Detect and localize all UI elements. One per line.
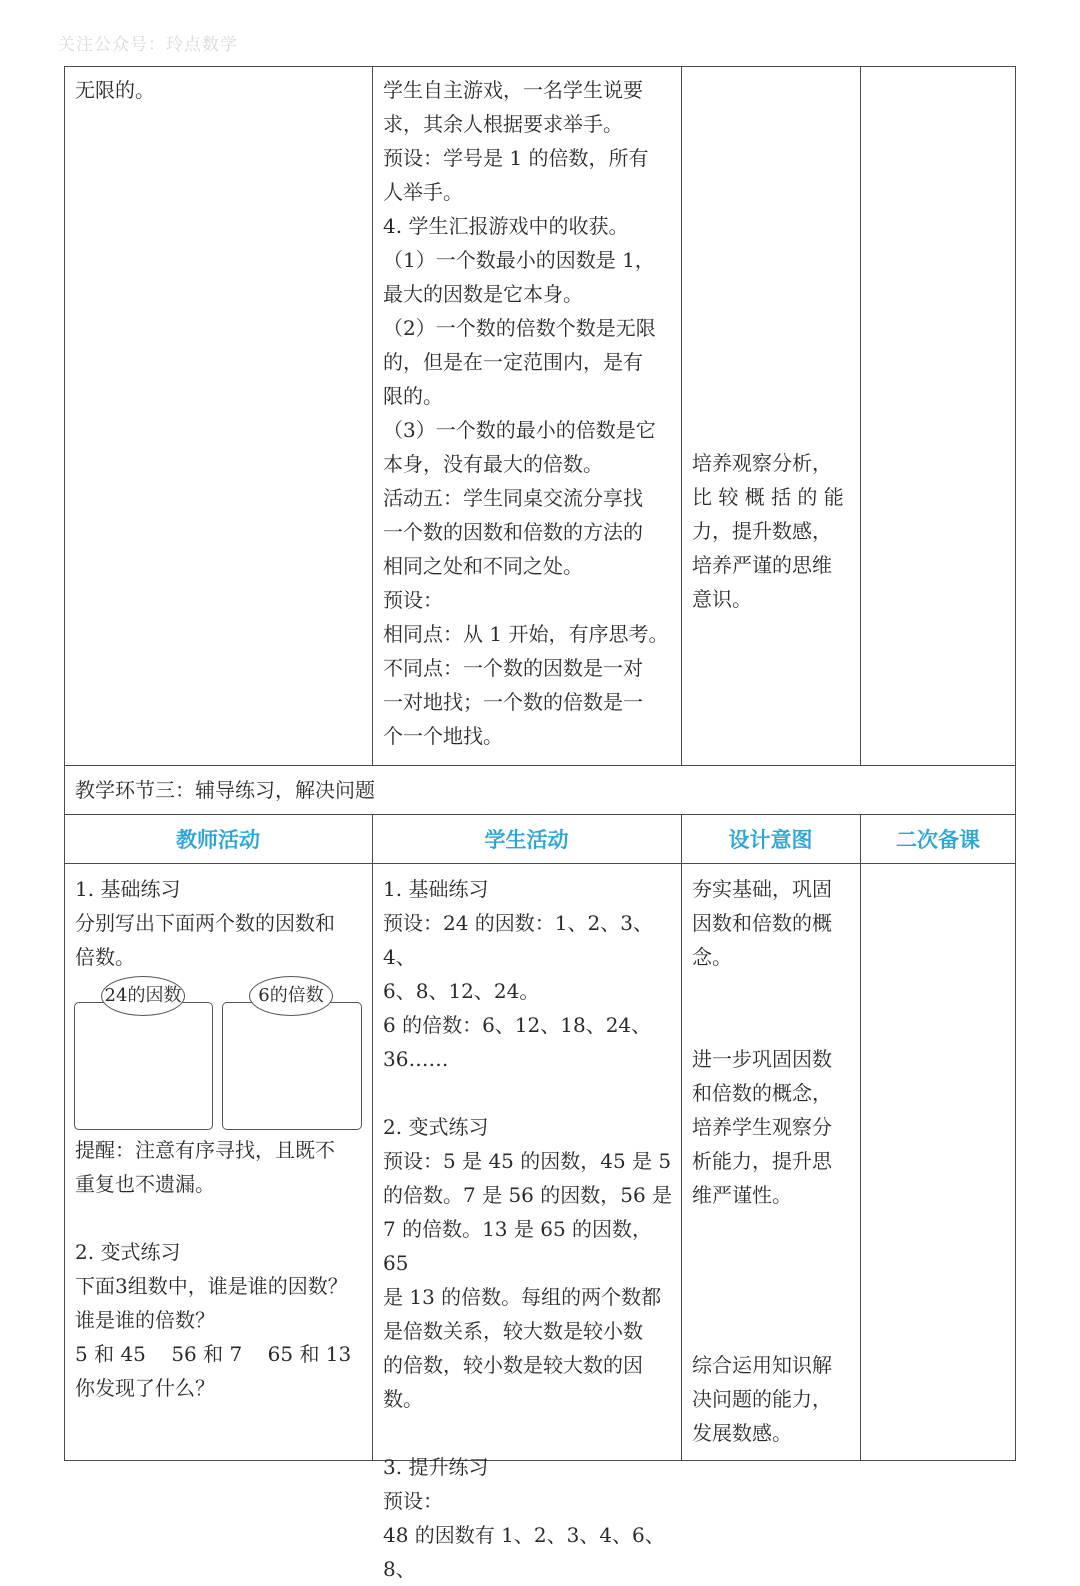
top-teacher-cell: 无限的。 [75,78,155,102]
factors-box [74,1002,213,1130]
bottom-teacher-intro: 1. 基础练习 分别写出下面两个数的因数和 倍数。 [75,877,335,969]
bottom-student-cell: 1. 基础练习 预设：24 的因数：1、2、3、4、 6、8、12、24。 6 的倍数：6、12、18、24、36…… 2. 变式练习 预设：5 是 45 的因数，45 是 5 的倍数。7 是 56 的因数，56 是 7 的倍数。13 是 65 的因数，65 是 13 的倍数。每组的两个数都 是倍数关系，较大数是较小数 的倍数，较小数是较大数的因 数。 3. 提升练习 预设： 48 的因数有 1、2、3、4、6、8、 [383,877,673,1581]
header-teacher: 教师活动 [176,828,260,852]
header-design: 设计意图 [728,828,813,852]
column-divider-3-bottom [860,814,861,1460]
divider-header-top [64,814,1016,815]
divider-header-bottom [64,863,1016,864]
column-divider-2-bottom [681,814,682,1460]
section-title: 教学环节三：辅导练习，解决问题 [75,778,375,802]
column-divider-1-top [372,66,373,765]
multiples-box [222,1002,362,1130]
bottom-design-cell: 夯实基础，巩固 因数和倍数的概 念。 进一步巩固因数 和倍数的概念， 培养学生观察分 析能力，提升思 维严谨性。 综合运用知识解 决问题的能力， 发展数感。 [692,877,832,1445]
header-notes: 二次备课 [896,828,980,852]
column-divider-1-bottom [372,814,373,1460]
divider-section [64,765,1016,766]
column-divider-3-top [860,66,861,765]
bottom-teacher-rest: 提醒：注意有序寻找，且既不 重复也不遗漏。 2. 变式练习 下面3组数中，谁是谁的因数？ 谁是谁的倍数？ 5 和 45 56 和 7 65 和 13 你发现了什么？ [75,1138,352,1400]
top-student-cell: 学生自主游戏，一名学生说要 求，其余人根据要求举手。 预设：学号是 1 的倍数，所有 人举手。 4. 学生汇报游戏中的收获。 （1）一个数最小的因数是 1， 最大的因数是它本身。 （2）一个数的倍数个数是无限 的，但是在一定范围内，是有 限的。 （3）一个数的最小的倍数是它 本身，没有最大的倍数。 活动五：学生同桌交流分享找 一个数的因数和倍数的方法的 相同之处和不同之处。 预设： 相同点：从 1 开始，有序思考。 不同点：一个数的因数是一对 一对地找；一个数的倍数是一 个一个地找。 [383,78,669,748]
top-design-cell: 培养观察分析， 比 较 概 括 的 能 力，提升数感， 培养严谨的思维 意识。 [692,451,844,611]
factors-label: 24的因数 [101,976,185,1016]
watermark: 关注公众号：玲点数学 [58,35,238,55]
column-divider-2-top [681,66,682,765]
header-student: 学生活动 [484,828,569,852]
multiples-label: 6的倍数 [249,976,333,1016]
